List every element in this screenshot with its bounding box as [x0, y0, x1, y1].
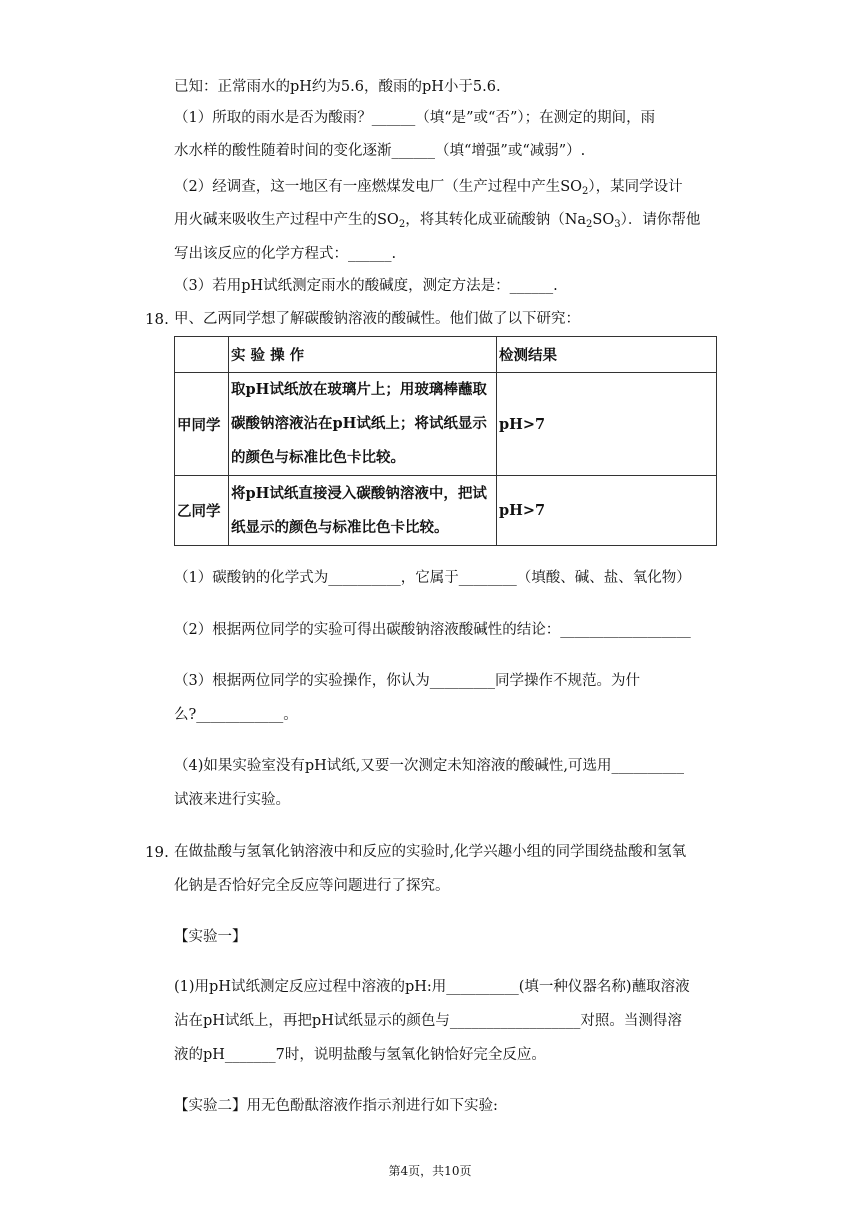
- table-header-result: 检测结果: [497, 337, 717, 373]
- row1-result: pH>7: [497, 373, 717, 476]
- table-header-empty: [175, 337, 229, 373]
- p18-q1: （1）碳酸钠的化学式为__________，它属于________（填酸、碱、盐、氧化物）: [174, 570, 691, 586]
- p19-exp2-title: 【实验二】用无色酚酞溶液作指示剂进行如下实验:: [174, 1098, 498, 1114]
- row2-student: 乙同学: [175, 476, 229, 546]
- p18-q4-line2: 试液来进行实验。: [174, 792, 290, 808]
- p19-exp1-line1: (1)用pH试纸测定反应过程中溶液的pH:用__________(填一种仪器名称)蘸取溶液: [174, 979, 690, 995]
- p17-q3: （3）若用pH试纸测定雨水的酸碱度，测定方法是：______.: [174, 278, 558, 294]
- p17-q2-line1: （2）经调查，这一地区有一座燃煤发电厂（生产过程中产生$SO_2$），某同学设计: [174, 179, 683, 197]
- row1-student: 甲同学: [175, 373, 229, 476]
- p18-number: 18.: [145, 310, 169, 328]
- p17-q2-line3: 写出该反应的化学方程式：______.: [174, 246, 397, 262]
- experiment-table: [174, 336, 717, 546]
- row2-operation: 将pH试纸直接浸入碳酸钠溶液中，把试 纸显示的颜色与标准比色卡比较。: [229, 476, 497, 546]
- p19-intro-line2: 化钠是否恰好完全反应等问题进行了探究。: [174, 878, 450, 894]
- row2-result: pH>7: [497, 476, 717, 546]
- p19-exp1-line3: 液的pH_______7时，说明盐酸与氢氧化钠恰好完全反应。: [174, 1047, 546, 1063]
- table-header-operation: 实 验 操 作: [229, 337, 497, 373]
- p19-number: 19.: [145, 843, 169, 861]
- p17-q1-line1: （1）所取的雨水是否为酸雨？______（填“是”或“否”）；在测定的期间，雨: [174, 110, 656, 126]
- p19-exp1-title: 【实验一】: [174, 929, 247, 945]
- p18-intro: 甲、乙两同学想了解碳酸钠溶液的酸碱性。他们做了以下研究：: [174, 311, 580, 327]
- p18-q4-line1: （4)如果实验室没有pH试纸,又要一次测定未知溶液的酸碱性,可选用__________: [174, 758, 685, 774]
- p18-q2: （2）根据两位同学的实验可得出碳酸钠溶液酸碱性的结论：__________________: [174, 622, 691, 638]
- page-footer: 第4页，共10页: [388, 1164, 472, 1178]
- p18-q3-line2: 么?____________。: [174, 707, 298, 723]
- p17-q1-line2: 水水样的酸性随着时间的变化逐渐______（填“增强”或“减弱”）.: [174, 143, 586, 159]
- p19-intro-line1: 在做盐酸与氢氧化钠溶液中和反应的实验时,化学兴趣小组的同学围绕盐酸和氢氧: [174, 844, 687, 860]
- table-header-row: [175, 337, 717, 373]
- row1-operation: 取pH试纸放在玻璃片上；用玻璃棒蘸取 碳酸钠溶液沾在pH试纸上；将试纸显示 的颜色与标准比色卡比较。: [229, 373, 497, 476]
- table-row: [175, 476, 717, 546]
- p18-q3-line1: （3）根据两位同学的实验操作，你认为_________同学操作不规范。为什: [174, 673, 640, 689]
- table-row: [175, 373, 717, 476]
- p17-q2-line2: 用火碱来吸收生产过程中产生的$SO_2$，将其转化成亚硫酸钠$(Na_2SO_3)$．请你帮他: [174, 212, 701, 230]
- p19-exp1-line2: 沾在pH试纸上，再把pH试纸显示的颜色与__________________对照。当测得溶: [174, 1013, 682, 1029]
- p17-known: 已知：正常雨水的pH约为5.6，酸雨的pH小于5.6.: [174, 79, 501, 95]
